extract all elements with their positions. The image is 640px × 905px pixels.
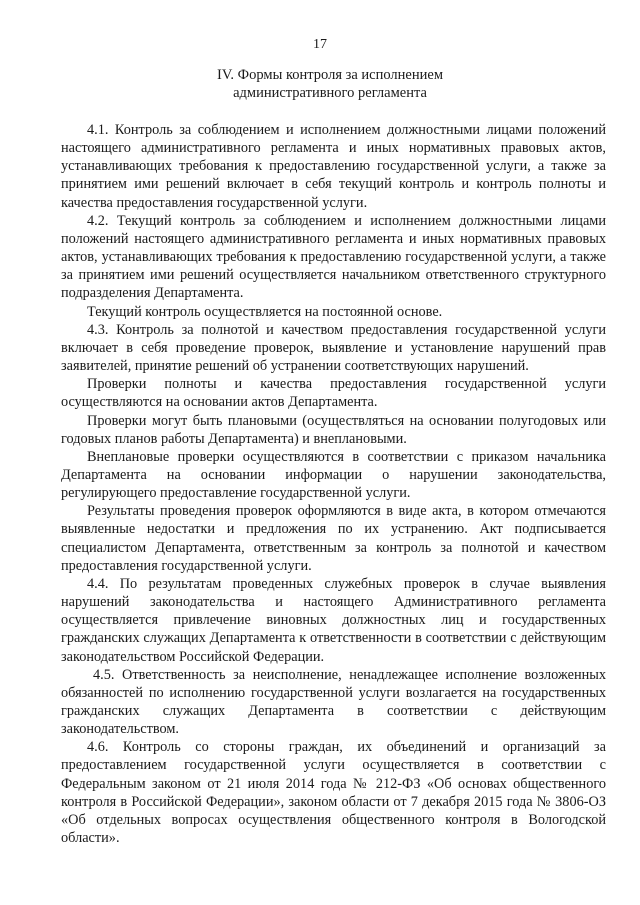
page-number: 17 <box>313 37 327 52</box>
paragraph-current-control: Текущий контроль осуществляется на постоянной основе. <box>87 303 443 320</box>
paragraph-4-6: 4.6. Контроль со стороны граждан, их объединений и организаций за предоставлением государственной услуги осуществляется в соответствии с Федеральным законом от 21 июля 2014 года № 212-ФЗ «Об основах общественного контроля в Российской Федерации», законом области от 7 декабря 2015 года № 3806-ОЗ «Об отдельных вопросах осуществления общественного контроля в Вологодской области». <box>61 739 606 847</box>
paragraph-unscheduled-checks: Внеплановые проверки осуществляются в соответствии с приказом начальника Департамента на основании информации о нарушении законодательства, регулирующего предоставление государственной услуги. <box>61 448 606 502</box>
paragraph-4-4: 4.4. По результатам проведенных служебных проверок в случае выявления нарушений законодательства и настоящего Административного регламента осуществляется привлечение виновных должностных лиц и государственных гражданских служащих Департамента к ответственности в соответствии с действующим законодательством Российской Федерации. <box>61 575 606 665</box>
section-heading-line-2: административного регламента <box>233 85 427 101</box>
paragraph-checks-types: Проверки могут быть плановыми (осуществляться на основании полугодовых или годовых планов работы Департамента) и внеплановыми. <box>61 412 606 447</box>
paragraph-check-results: Результаты проведения проверок оформляются в виде акта, в котором отмечаются выявленные недостатки и предложения по их устранению. Акт подписывается специалистом Департамента, ответственным за контроль за полнотой и качеством предоставления государственной услуги. <box>61 503 606 574</box>
paragraph-checks-basis: Проверки полноты и качества предоставления государственной услуги осуществляются на основании актов Департамента. <box>61 376 606 411</box>
paragraph-4-5: 4.5. Ответственность за неисполнение, ненадлежащее исполнение возложенных обязанностей по исполнению государственной услуги возлагается на государственных гражданских служащих Департамента в соответствии с действующим законодательством. <box>61 666 606 738</box>
paragraph-4-2: 4.2. Текущий контроль за соблюдением и исполнением должностными лицами положений настоящего административного регламента и иных нормативных правовых актов, устанавливающих требования к предоставлению государственной услуги, а также за принятием ими решений осуществляется начальником ответственного структурного подразделения Департамента. <box>61 212 606 302</box>
body-text <box>61 121 606 847</box>
section-heading <box>60 66 600 102</box>
paragraph-4-1: 4.1. Контроль за соблюдением и исполнением должностными лицами положений настоящего административного регламента и иных нормативных правовых актов, устанавливающих требования к предоставлению государственной услуги, а также за принятием ими решений включает в себя текущий контроль и контроль полноты и качества предоставления государственной услуги. <box>61 122 606 211</box>
section-heading-line-1: IV. Формы контроля за исполнением <box>217 67 443 83</box>
paragraph-4-3: 4.3. Контроль за полнотой и качеством предоставления государственной услуги включает в себя проведение проверок, выявление и установление нарушений прав заявителей, принятие решений об устранении соответствующих нарушений. <box>61 321 606 375</box>
